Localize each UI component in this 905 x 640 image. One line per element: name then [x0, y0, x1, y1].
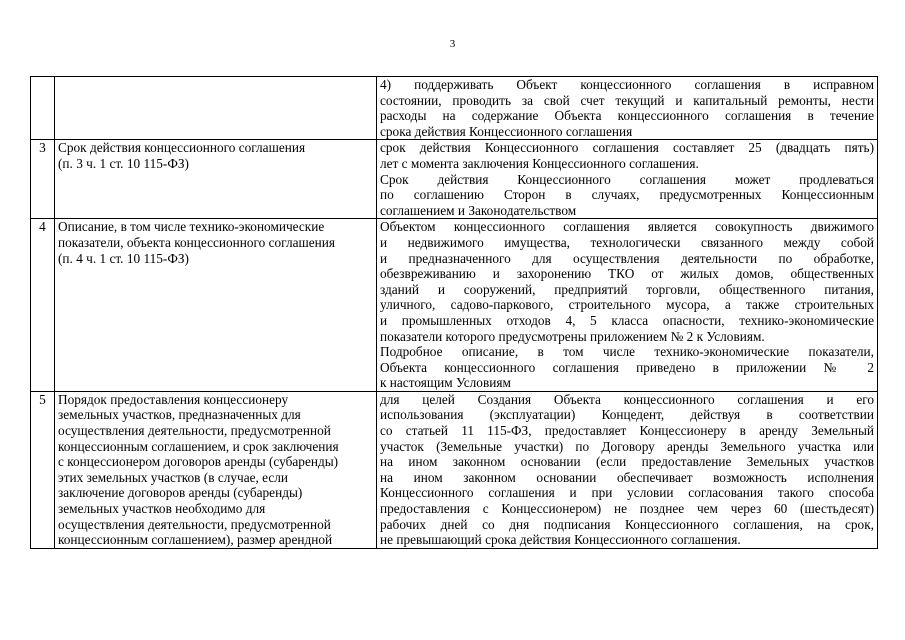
value-line: лет с момента заключения Концессионного соглашения.	[380, 155, 699, 171]
value-line: предоставления с Концессионером) не позднее чем через 60 (шестьдесят)	[380, 501, 874, 517]
value-line: соглашением и Законодательством	[380, 202, 577, 218]
value-line: на ином законном основании (если предоставление Земельных участков	[380, 454, 874, 470]
parameter-line: этих земельных участков (в случае, если	[58, 469, 289, 485]
value-line: обезвреживанию и захоронению ТКО от жилых домов, общественных	[380, 266, 874, 282]
table-row	[31, 219, 878, 392]
row-number	[31, 77, 55, 140]
row-number: 5	[31, 391, 55, 548]
value-line: уличного, садово-паркового, строительного мусора, а также строительных	[380, 297, 874, 313]
parameter-line: заключение договоров аренды (субаренды)	[58, 485, 303, 501]
value-line: и недвижимого имущества, технологически связанного между собой	[380, 234, 874, 250]
parameter-line: (п. 3 ч. 1 ст. 10 115-ФЗ)	[58, 155, 189, 171]
parameter-line: Порядок предоставления концессионеру	[58, 391, 289, 407]
parameter-line: Описание, в том числе технико-экономические	[58, 219, 325, 235]
value-line: на ином законном основании обеспечивает возможность исполнения	[380, 469, 874, 485]
value-line: Объектом концессионного соглашения является совокупность движимого	[380, 219, 874, 235]
value-line: к настоящим Условиям	[380, 375, 511, 391]
value-line: Объекта концессионного соглашения приведено в приложении № 2	[380, 359, 874, 375]
row-number: 4	[31, 219, 55, 392]
parameter-line: земельных участков необходимо для	[58, 501, 266, 517]
value-line: не превышающий срока действия Концессионного соглашения.	[380, 532, 741, 548]
row-value	[377, 219, 878, 392]
parameter-line: Срок действия концессионного соглашения	[58, 140, 306, 156]
value-line: расходы на содержание Объекта концессионного соглашения в течение	[380, 108, 874, 124]
value-line: по соглашению Сторон в случаях, предусмотренных Концессионным	[380, 187, 874, 203]
value-line: Концессионного соглашения и при условии согласования такого способа	[380, 485, 874, 501]
value-line: Подробное описание, в том числе технико-экономические показатели,	[380, 344, 874, 360]
parameter-line: (п. 4 ч. 1 ст. 10 115-ФЗ)	[58, 250, 189, 266]
value-line: использования (эксплуатации) Концедент, действуя в соответствии	[380, 407, 874, 423]
value-line: со статьей 11 115-ФЗ, предоставляет Концессионеру в аренду Земельный	[380, 423, 874, 439]
value-line: 4) поддерживать Объект концессионного соглашения в исправном	[380, 77, 874, 92]
parameter-line: с концессионером договоров аренды (субаренды)	[58, 454, 339, 470]
parameter-line: осуществления деятельности, предусмотренной	[58, 516, 331, 532]
table-row	[31, 391, 878, 548]
value-line: Срок действия Концессионного соглашения может продлеваться	[380, 171, 874, 187]
value-line: рабочих дней со дня подписания Концессионного соглашения, на срок,	[380, 516, 874, 532]
value-line: состоянии, проводить за свой счет текущий и капитальный ремонты, нести	[380, 92, 874, 108]
value-line: срока действия Концессионного соглашения	[380, 123, 633, 139]
value-line: для целей Создания Объекта концессионного соглашения и его	[380, 391, 874, 407]
row-parameter	[55, 77, 377, 140]
page-number: 3	[449, 38, 456, 50]
row-value	[377, 77, 878, 140]
table-row	[31, 140, 878, 219]
row-value	[377, 391, 878, 548]
value-line: показатели которого предусмотрены приложением № 2 к Условиям.	[380, 328, 765, 344]
value-line: и промышленных отходов 4, 5 класса опасности, технико-экономические	[380, 312, 874, 328]
parameter-line: осуществления деятельности, предусмотренной	[58, 423, 331, 439]
row-value	[377, 140, 878, 219]
table-row	[31, 77, 878, 140]
row-parameter	[55, 140, 377, 219]
row-parameter	[55, 391, 377, 548]
parameter-line: показатели, объекта концессионного соглашения	[58, 234, 335, 250]
parameter-line: концессионным соглашением, и срок заключения	[58, 438, 339, 454]
parameter-line: земельных участков, предназначенных для	[58, 407, 301, 423]
value-line: зданий и сооружений, предприятий торговли, общественного питания,	[380, 281, 874, 297]
value-line: и предназначенного для осуществления деятельности по обработке,	[380, 250, 874, 266]
row-number: 3	[31, 140, 55, 219]
parameter-line: концессионным соглашением), размер арендной	[58, 532, 333, 548]
conditions-table	[30, 76, 878, 549]
value-line: участок (Земельные участки) по Договору аренды Земельного участка или	[380, 438, 874, 454]
row-parameter	[55, 219, 377, 392]
value-line: срок действия Концессионного соглашения составляет 25 (двадцать пять)	[380, 140, 874, 156]
